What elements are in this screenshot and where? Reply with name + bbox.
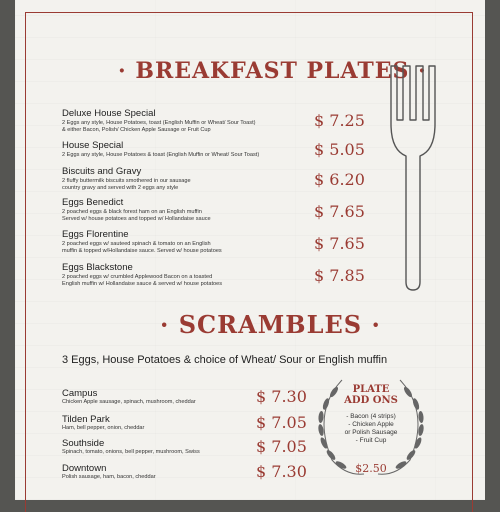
item-price: $ 5.05 xyxy=(314,140,365,159)
item-desc: 2 poached eggs & black forest ham on an English muffin xyxy=(62,209,202,215)
item-desc: Ham, bell pepper, onion, cheddar xyxy=(62,425,145,431)
addon-item: or Polish Sausage xyxy=(344,429,398,436)
item-name: Deluxe House Special xyxy=(62,108,156,119)
item-price: $ 7.25 xyxy=(314,111,365,130)
item-price: $ 7.30 xyxy=(256,387,307,406)
item-desc: & either Bacon, Polish/ Chicken Apple Sausage or Fruit Cup xyxy=(62,127,211,133)
item-name: Tilden Park xyxy=(62,414,110,425)
item-desc: English muffin w/ Hollandaise sauce & served w/ house potatoes xyxy=(62,281,223,287)
scrambles-subtitle: 3 Eggs, House Potatoes & choice of Wheat/ Sour or English muffin xyxy=(62,354,388,366)
item-price: $ 7.65 xyxy=(314,202,365,221)
item-price: $ 7.05 xyxy=(256,413,307,432)
item-desc: 2 poached eggs w/ crumbled Applewood Bacon on a toasted xyxy=(62,274,213,280)
item-desc: 2 poached eggs w/ sauteed spinach & tomato on an English xyxy=(62,241,211,247)
item-desc: country gravy and served with 2 eggs any style xyxy=(62,185,179,191)
item-price: $ 6.20 xyxy=(314,170,365,189)
item-name: Eggs Blackstone xyxy=(62,262,133,273)
item-desc: muffin & topped w/Hollandaise sauce. Served w/ house potatoes xyxy=(62,248,222,254)
item-price: $ 7.65 xyxy=(314,234,365,253)
breakfast-title: · BREAKFAST PLATES · xyxy=(118,58,427,84)
fork-icon xyxy=(388,64,438,299)
item-desc: 2 Eggs any style, House Potatoes & toast (English Muffin or Wheat/ Sour Toast) xyxy=(62,152,260,158)
item-desc: Served w/ house potatoes and topped w/ Hollandaise sauce xyxy=(62,216,211,222)
item-name: Eggs Benedict xyxy=(62,197,124,208)
addons-list xyxy=(306,413,436,445)
item-name: House Special xyxy=(62,140,124,151)
item-name: Southside xyxy=(62,438,105,449)
addons-price: $2.50 xyxy=(355,462,387,475)
item-price: $ 7.05 xyxy=(256,437,307,456)
scrambles-title: · SCRAMBLES · xyxy=(160,310,381,339)
item-name: Campus xyxy=(62,388,98,399)
addon-item: - Chicken Apple xyxy=(348,421,394,428)
addon-item: - Fruit Cup xyxy=(355,437,387,444)
plate-addons xyxy=(306,372,436,482)
item-price: $ 7.85 xyxy=(314,266,365,285)
item-desc: 2 Eggs any style, House Potatoes, toast (English Muffin or Wheat/ Sour Toast) xyxy=(62,120,256,126)
item-desc: 2 fluffy buttermilk biscuits smothered in our sausage xyxy=(62,178,191,184)
item-price: $ 7.30 xyxy=(256,462,307,481)
addon-item: - Bacon (4 strips) xyxy=(346,413,396,420)
addons-title: PLATE ADD ONS xyxy=(344,384,398,406)
item-desc: Chicken Apple sausage, spinach, mushroom, cheddar xyxy=(62,399,196,405)
item-desc: Polish sausage, ham, bacon, cheddar xyxy=(62,474,156,480)
item-name: Eggs Florentine xyxy=(62,229,129,240)
item-desc: Spinach, tomato, onions, bell pepper, mushroom, Swiss xyxy=(62,449,200,455)
item-name: Downtown xyxy=(62,463,107,474)
item-name: Biscuits and Gravy xyxy=(62,166,142,177)
